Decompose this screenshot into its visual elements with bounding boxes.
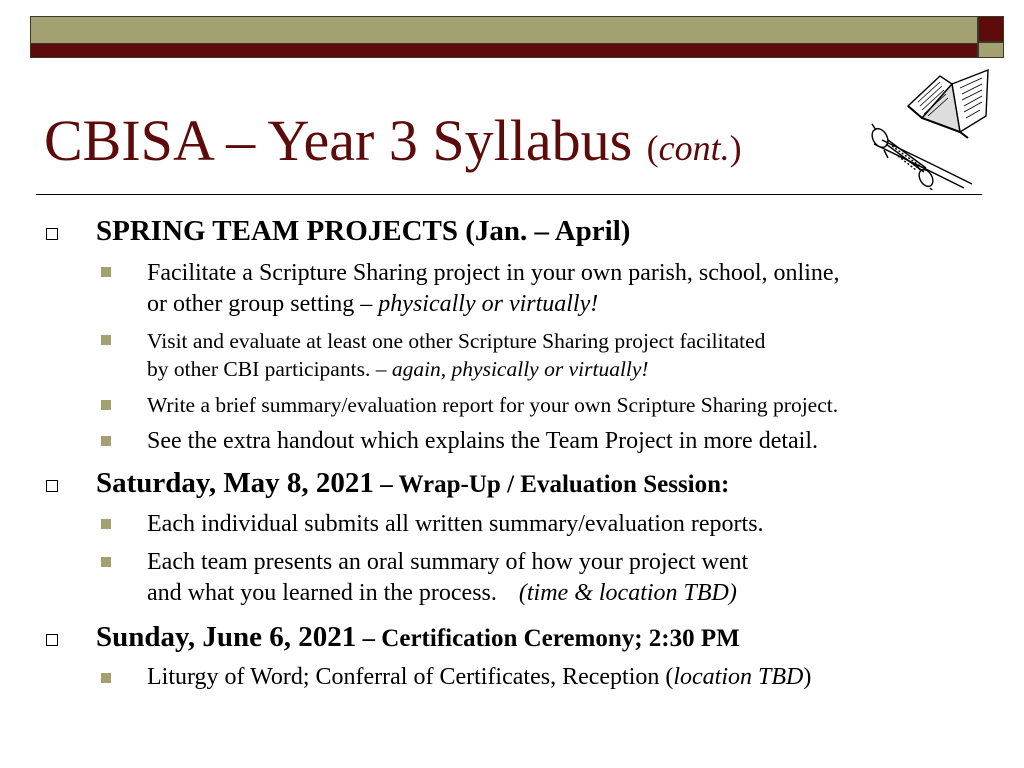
slide-title-main: CBISA – Year 3 Syllabus [44,108,633,173]
section-heading: SPRING TEAM PROJECTS (Jan. – April) [96,215,631,247]
hollow-square-bullet-icon [46,480,58,492]
list-item-close-paren: ) [803,664,812,690]
slide-title [44,108,742,173]
list-item-plain: or other group setting – [147,291,379,317]
list-item-text: Facilitate a Scripture Sharing project in your own parish, school, online, [147,260,840,286]
list-item-text [147,662,811,693]
list-item-emphasis: physically or virtually! [378,291,599,317]
list-item-text: See the extra handout which explains the Team Project in more detail. [147,428,819,454]
square-bullet-icon [101,436,111,446]
square-bullet-icon [101,519,111,529]
slide-title-suffix [647,128,742,168]
open-book-and-scroll-icon [868,66,994,190]
section-heading [96,620,740,656]
square-bullet-icon [101,267,111,277]
section-heading-date: Saturday, May 8, 2021 [96,467,374,499]
list-item-plain: by other CBI participants. – [147,357,392,381]
square-bullet-icon [101,557,111,567]
hollow-square-bullet-icon [46,634,58,646]
section-heading-rest: – Certification Ceremony; 2:30 PM [356,625,740,652]
section-heading-rest: – Wrap-Up / Evaluation Session: [373,471,730,498]
title-paren-open: ( [646,128,659,168]
list-item-text: Visit and evaluate at least one other Scripture Sharing project facilitated [147,329,766,353]
list-item-text-continued [147,289,598,320]
list-item-text-continued [147,578,737,609]
list-item-emphasis: location TBD [673,664,804,690]
list-item-text: Write a brief summary/evaluation report for your own Scripture Sharing project. [147,393,839,417]
list-item-emphasis: (time & location TBD) [518,580,737,606]
title-divider [36,194,982,195]
list-item-plain: and what you learned in the process. [147,580,497,606]
header-corner-olive-square [978,42,1004,58]
hollow-square-bullet-icon [46,228,58,240]
list-item-text: Each individual submits all written summary/evaluation reports. [147,511,764,537]
header-bar-olive-stripe [31,17,977,44]
title-paren-close: ) [729,128,742,168]
section-heading-date: Sunday, June 6, 2021 [96,621,357,653]
square-bullet-icon [101,400,111,410]
header-corner-maroon-square [978,16,1004,42]
list-item-plain: Liturgy of Word; Conferral of Certificates, Reception ( [147,664,674,690]
square-bullet-icon [101,335,111,345]
list-item-text: Each team presents an oral summary of how your project went [147,549,749,575]
list-item-emphasis: again, physically or virtually! [391,357,649,381]
list-item-text-continued [147,355,649,383]
section-heading [96,466,729,502]
title-cont: cont. [658,128,730,168]
square-bullet-icon [101,673,111,683]
header-bar [30,16,978,58]
